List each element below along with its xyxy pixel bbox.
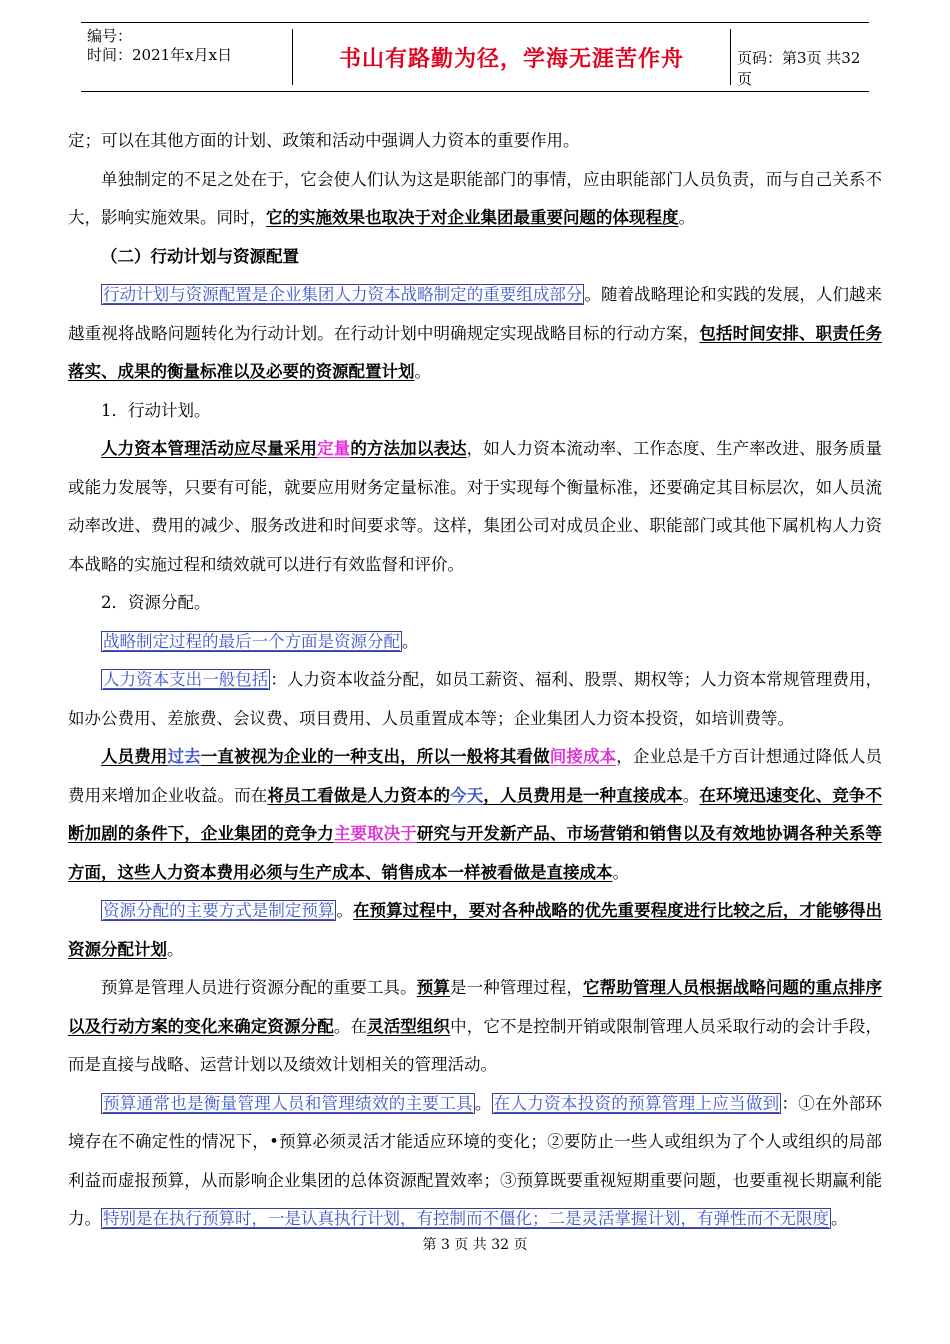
highlight-box: 战略制定过程的最后一个方面是资源分配 [103,631,400,651]
document-number-label: 编号： [87,27,133,45]
emphasis-text: 在预算过程中，要对各种战略的优先重要程度进行比较之后，才能够得出资源分配计划 [68,901,883,959]
highlight-box: 行动计划与资源配置是企业集团人力资本战略制定的重要组成部分 [103,285,583,304]
emphasis-text: 它的实施效果也取决于对企业集团最重要问题的体现程度 [266,208,679,227]
paragraph: 人员费用过去一直被视为企业的一种支出，所以一般将其看做间接成本，企业总是千方百计想通过降低人员费用来增加企业收益。而在将员工看做是人力资本的今天，人员费用是一种直接成本。在环境迅速变化、竞争不断加剧的条件下，企业集团的竞争力主要取决于研究与开发新产品、市场营销和销售以及有效地协调各种关系等方面，这些人力资本费用必须与生产成本、销售成本一样被看做是直接成本。 [68,747,883,882]
highlight-text: 今天 [450,785,484,805]
header-page-label: 页码：第3页 共32页 [737,49,861,88]
highlight-box: 人力资本支出一般包括 [103,670,269,689]
highlight-text: 定量 [317,439,351,458]
highlight-box: 资源分配的主要方式是制定预算 [103,901,335,920]
page-header [81,22,869,92]
highlight-box: 特别是在执行预算时，一是认真执行计划，有控制而不僵化；二是灵活掌握计划，有弹性而不无限度 [103,1209,829,1228]
subsection-heading: 1．行动计划。 [101,400,211,420]
subsection-heading: 2．资源分配。 [101,593,211,612]
paragraph: 人力资本管理活动应尽量采用定量的方法加以表达，如人力资本流动率、工作态度、生产率改进、服务质量或能力发展等，只要有可能，就要应用财务定量标准。对于实现每个衡量标准，还要确定其目标层次，如人员流动率改进、费用的减少、服务改进和时间要求等。这样，集团公司对成员企业、职能部门或其他下属机构人力资本战略的实施过程和绩效就可以进行有效监督和评价。 [68,439,883,574]
highlight-text: 过去 [167,747,201,766]
highlight-box: 在人力资本投资的预算管理上应当做到 [493,1093,780,1113]
highlight-box: 预算通常也是衡量管理人员和管理绩效的主要工具 [103,1093,473,1113]
paragraph: 预算是管理人员进行资源分配的重要工具。预算是一种管理过程，它帮助管理人员根据战略问题的重点排序以及行动方案的变化来确定资源分配。在灵活型组织中，它不是控制开销或限制管理人员采取行动的会计手段，而是直接与战略、运营计划以及绩效计划相关的管理活动。 [68,978,883,1074]
section-heading: （二）行动计划与资源配置 [101,246,299,266]
paragraph: 战略制定过程的最后一个方面是资源分配 。 [103,631,419,651]
emphasis-text: 包括时间安排、职责任务落实、成果的衡量标准以及必要的资源配置计划 [68,323,883,381]
header-motto: 书山有路勤为径，学海无涯苦作舟 [292,29,731,85]
header-meta [87,27,292,65]
highlight-text: 间接成本 [549,747,617,766]
paragraph: 单独制定的不足之处在于，它会使人们认为这是职能部门的事情，应由职能部门人员负责，而与自己关系不大，影响实施效果。同时，它的实施效果也取决于对企业集团最重要问题的体现程度。 [68,169,882,227]
document-time-label: 时间：2021年x月x日 [87,46,233,64]
highlight-text: 主要取决于 [333,824,417,843]
document-body [68,122,882,1239]
paragraph: 预算通常也是衡量管理人员和管理绩效的主要工具 。 在人力资本投资的预算管理上应当做到 ：①在外部环境存在不确定性的情况下，•预算必须灵活才能适应环境的变化；②要防止一些人或组织为了个人或组织的局部利益而虚报预算，从而影响企业集团的总体资源配置效率；③预算既要重视短期重要问题，也要重视长期赢利能力。 特别是在执行预算时，一是认真执行计划，有控制而不僵化；二是灵活掌握计划，有弹性而不无限度 。 [68,1093,883,1228]
paragraph: 行动计划与资源配置是企业集团人力资本战略制定的重要组成部分 。随着战略理论和实践的发展，人们越来越重视将战略问题转化为行动计划。在行动计划中明确规定实现战略目标的行动方案，包括时间安排、职责任务落实、成果的衡量标准以及必要的资源配置计划。 [68,285,883,381]
page-footer: 第 3 页 共 32 页 [422,1237,528,1253]
paragraph: 资源分配的主要方式是制定预算 。在预算过程中，要对各种战略的优先重要程度进行比较之后，才能够得出资源分配计划。 [68,901,883,959]
paragraph: 人力资本支出一般包括 ：人力资本收益分配，如员工薪资、福利、股票、期权等；人力资本常规管理费用，如办公费用、差旅费、会议费、项目费用、人员重置成本等；企业集团人力资本投资，如培训费等。 [68,670,883,728]
paragraph: 定；可以在其他方面的计划、政策和活动中强调人力资本的重要作用。 [68,131,580,150]
